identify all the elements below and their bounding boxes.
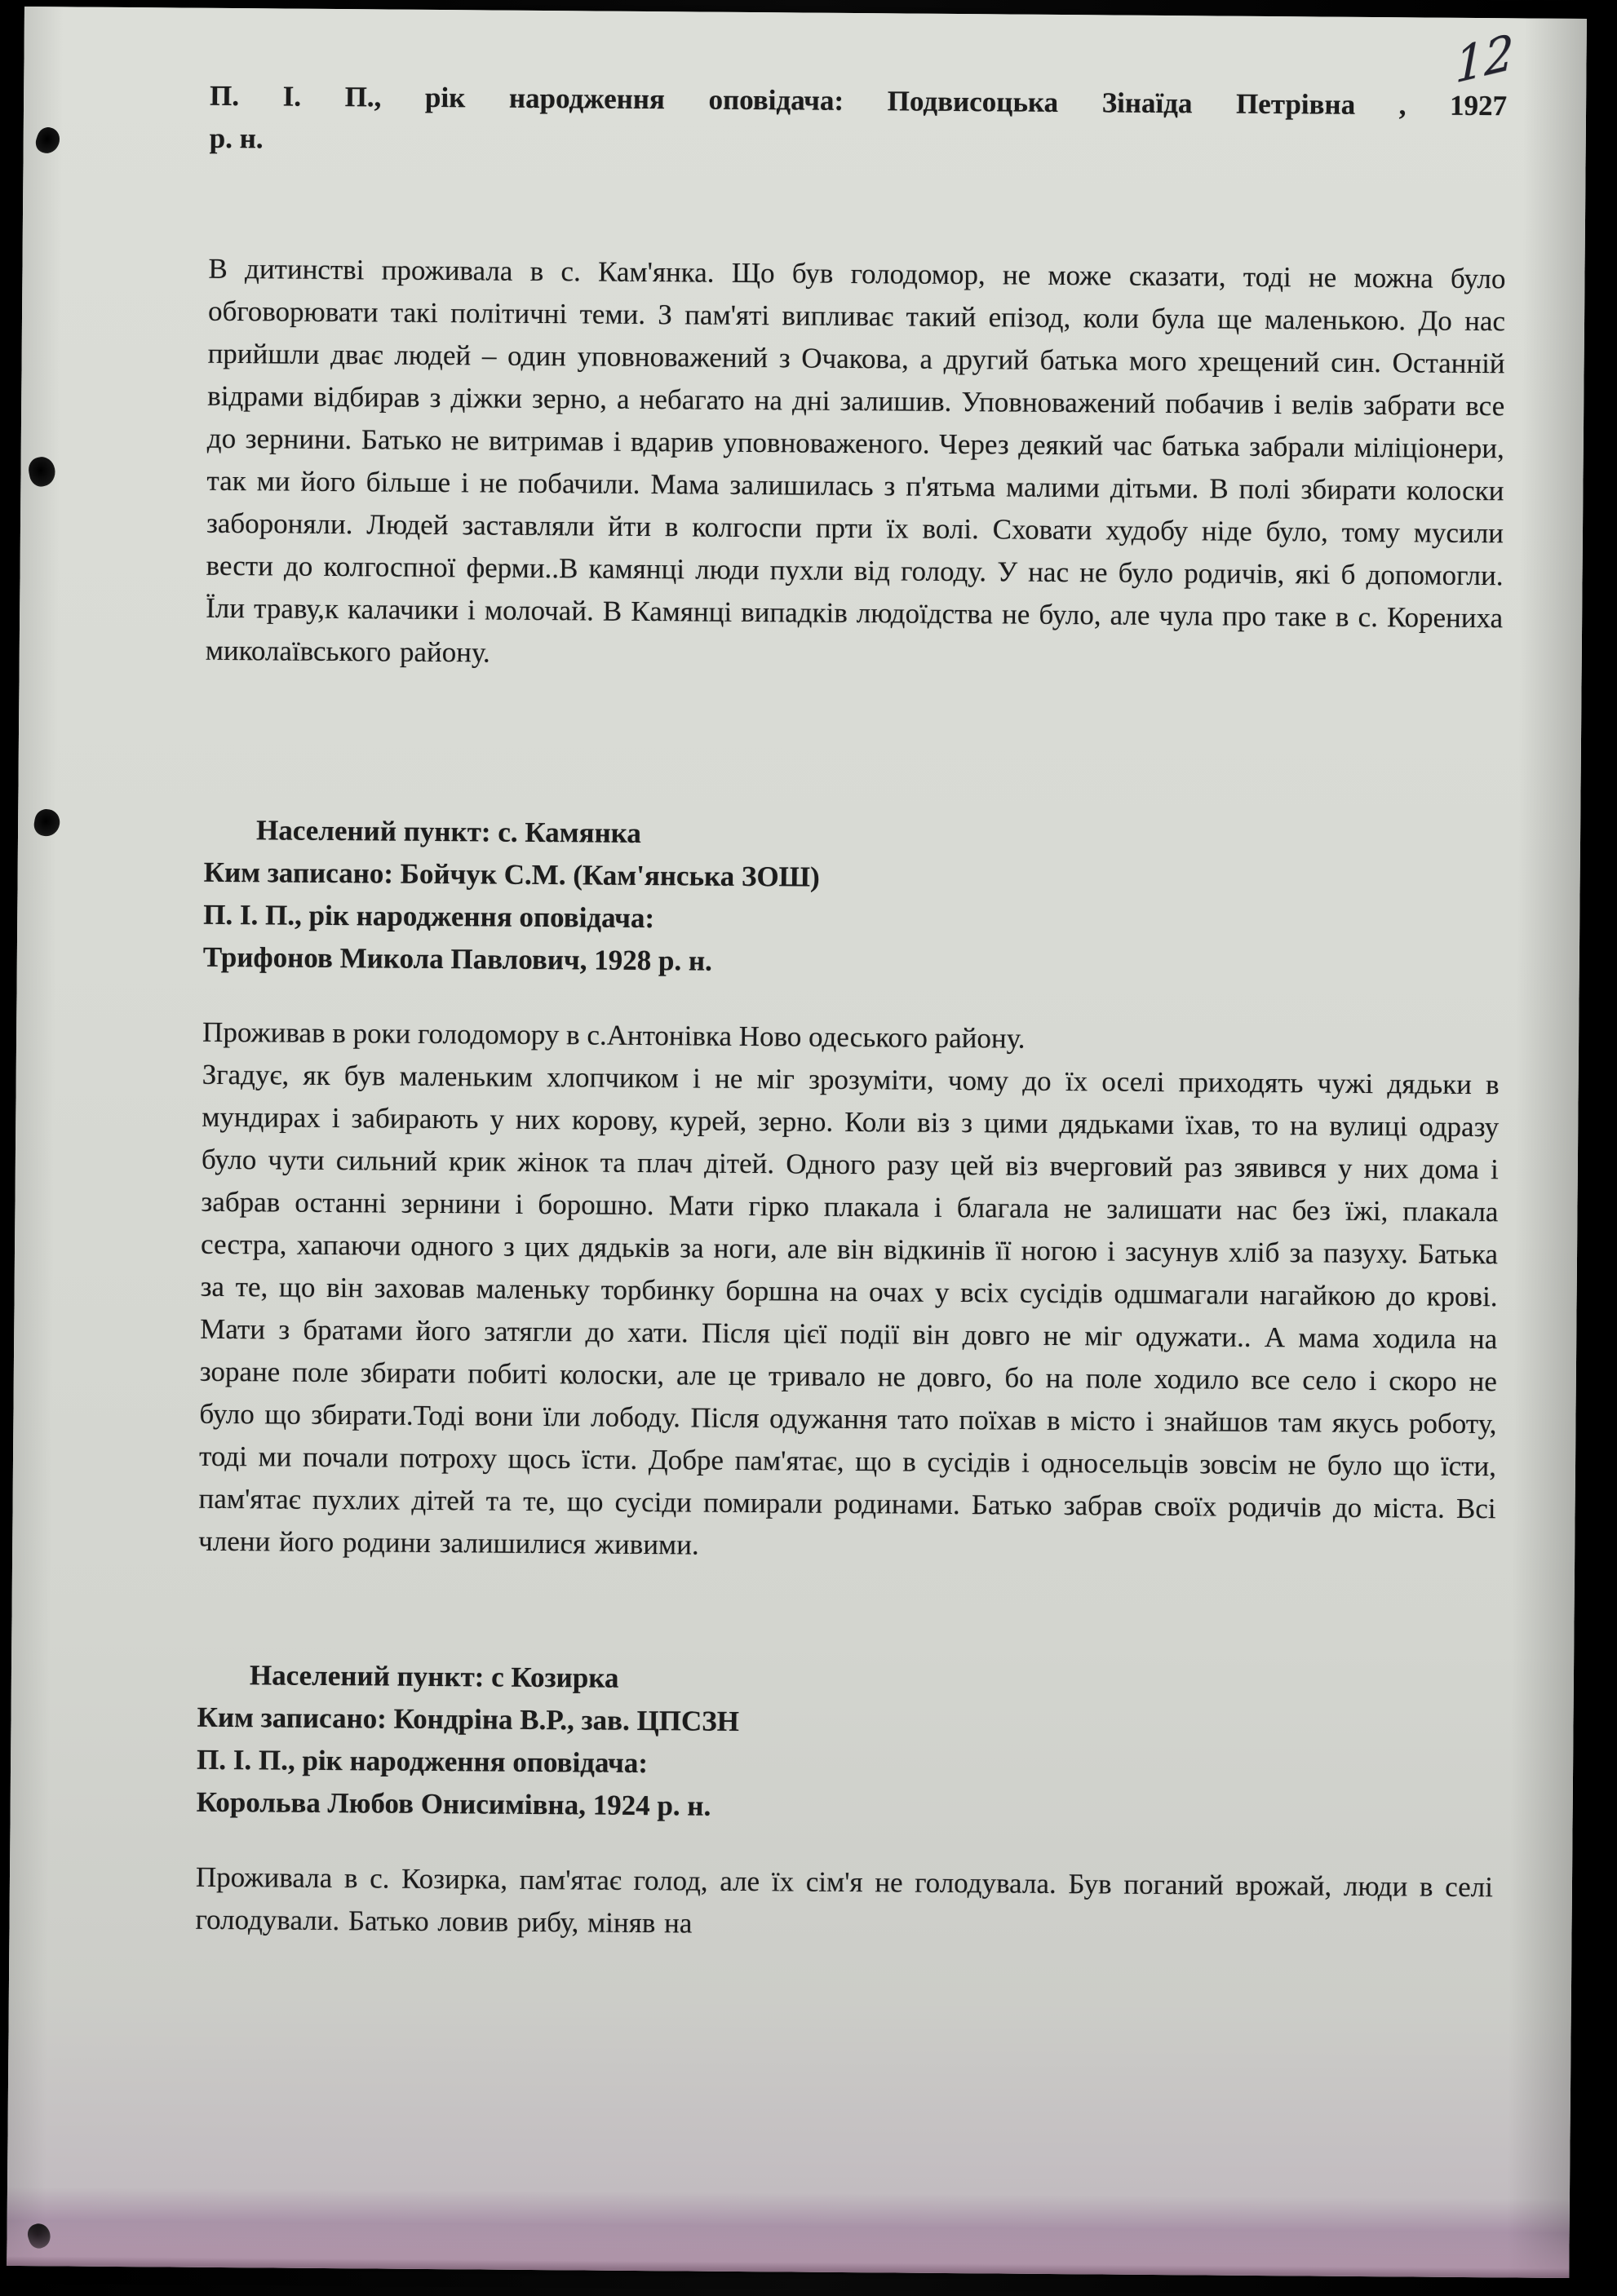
record-3-narrator: Корольва Любов Онисимівна, 1924 р. н.: [196, 1785, 711, 1822]
record-3-pip-label: П. І. П., рік народження оповідача:: [196, 1743, 649, 1780]
record-2-location: Населений пункт: с. Камянка: [255, 814, 641, 849]
record-2-testimony: Згадує, як був маленьким хлопчиком і не міг зрозуміти, чому до їх оселі приходять чужі дядьки в мундирах і забирають у них корову, курей, зерно. Коли віз з цими дядьками їхав, то на вулиці одразу було чути сильний крик жінок та плач дітей. Одного разу цей віз вчерговий раз зявився у них дома і забрав останні зернини і борошно. Мати гірко плакала і благала не залишати нас без їжі, плакала сестра, хапаючи одного з цих дядьків за ноги, але він відкинів її ногою і засунув хліб за пазуху. Батька за те, що він заховав маленьку торбинку боршна на очах у всіх сусідів одшмагали нагайкою до крові. Мати з братами його затягли до хати. Після цієї події він довго не міг одужати.. А мама ходила на зоране поле збирати побиті колоски, але це тривало не довго, бо на поле ходило все село і скоро не було що збирати.Тоді вони їли лободу. Після одужання тато поїхав в місто і знайшов там якусь роботу, тоді ми почали потроху щось їсти. Добре пам'ятає, що в сусідів і односельців зовсім не було що їсти, пам'ятає пухлих дітей та те, що сусіди помирали родинами. Батько забрав своїх родичів до міста. Всі члени його родини залишилися живими.: [198, 1058, 1500, 1561]
record-2-header: [203, 809, 1502, 989]
record-3-testimony: Проживала в с. Козирка, пам'ятає голод, але їх сім'я не голодувала. Був поганий врожай, люди в селі голодували. Батько ловив рибу, міняв на: [195, 1860, 1494, 1940]
record-1-testimony: В дитинстві проживала в с. Кам'янка. Що був голодомор, не може сказати, тоді не можна було обговорювати такі політичні теми. З пам'яті випливає такий епізод, коли була ще маленькою. До нас прийшли дває людей – один уповноважений з Очакова, а другий батька мого хрещений син. Останній відрами відбирав з діжки зерно, а небагато на дні залишив. Уповноважений побачив і велів забрати все до зернини. Батько не витримав і вдарив уповноваженого. Через деякий час батька забрали міліціонери, так ми його більше і не побачили. Мама залишилась з п'ятьма малими дітьми. В полі збирати колоски забороняли. Людей заставляли йти в колгоспи прти їх волі. Сховати худобу ніде було, тому мусили вести до колгоспної ферми..В камянці люди пухли від голоду. У нас не було родичів, які б допомогли. Їли траву,к калачики і молочай. В Камянці випадків людоїдства не було, але чула про таке в с. Корениха миколаївського району.: [205, 252, 1506, 669]
record-3-location: Населений пункт: с Козирка: [249, 1659, 619, 1694]
record-1-header-tail: р. н.: [209, 122, 264, 155]
page-content: [9, 7, 1587, 1980]
record-2-narrator: Трифонов Микола Павлович, 1928 р. н.: [202, 940, 713, 977]
record-1-header-line: П. І. П., рік народження оповідача: Подвисоцька Зінаїда Петрівна , 1927: [209, 79, 1508, 122]
record-2-testimony-intro: Проживав в роки голодомору в с.Антонівка Ново одеського району.: [202, 1015, 1026, 1055]
record-3-recorded-by: Ким записано: Кондріна В.Р., зав. ЦПСЗН: [197, 1701, 740, 1737]
record-2-pip-label: П. І. П., рік народження оповідача:: [203, 898, 655, 935]
paper-sheet: [7, 7, 1587, 2278]
record-3-header: [197, 1654, 1495, 1834]
record-2-recorded-by: Ким записано: Бойчук С.М. (Кам'янська ЗОШ): [203, 856, 820, 893]
record-1-header: [210, 75, 1508, 170]
handwritten-page-number: 12: [1455, 23, 1514, 95]
hole-punch: [24, 2221, 53, 2251]
